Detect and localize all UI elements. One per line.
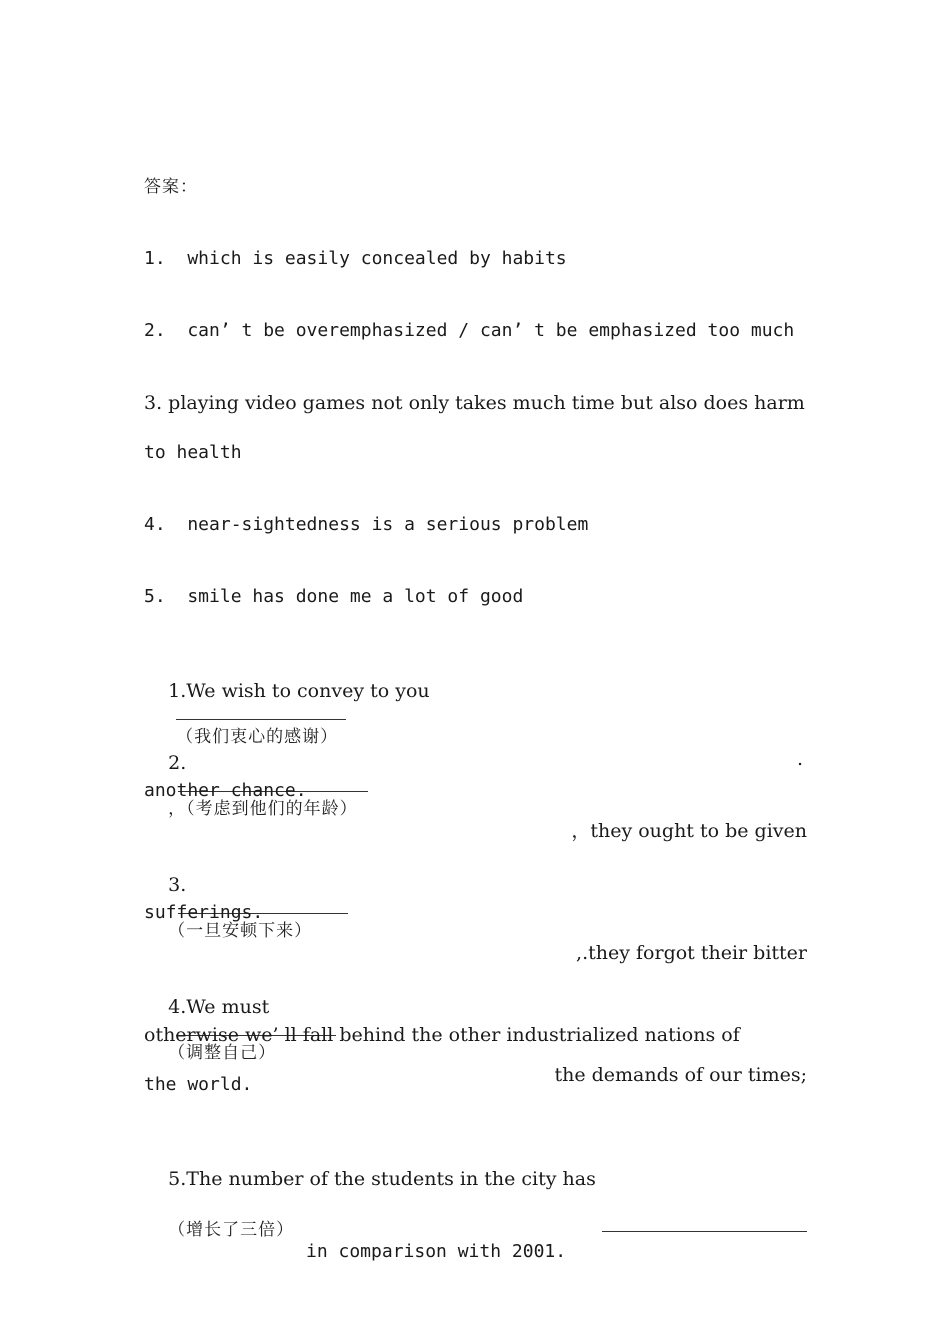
exercise-continuation: sufferings. (144, 902, 264, 923)
exercise-continuation: the world. (144, 1074, 253, 1095)
answer-text: 3. playing video games not only takes much time but also does harm (144, 392, 805, 414)
exercise-5-cont (144, 1196, 807, 1285)
answer-line: to health (144, 442, 242, 463)
exercise-suffix: ，they ought to be given (571, 820, 807, 842)
exercise-hint: ，（考虑到他们的年龄） (168, 799, 358, 819)
exercise-suffix: ,.they forgot their bitter (576, 942, 807, 964)
answer-line (144, 392, 807, 414)
exercise-prefix: 4.We must (168, 996, 270, 1018)
exercise-prefix: 1.We wish to convey to you (168, 680, 430, 702)
answer-line: 2. can’ t be overemphasized / can’ t be emphasized too much (144, 320, 795, 341)
answer-line: 4. near-sightedness is a serious problem (144, 514, 589, 535)
exercise-prefix: 3. (168, 874, 187, 896)
exercise-continuation (144, 1024, 807, 1046)
exercise-hint: （一旦安顿下来） (168, 921, 313, 941)
answer-line: 1. which is easily concealed by habits (144, 248, 567, 269)
exercise-hint: （我们衷心的感谢） (176, 727, 339, 747)
exercise-suffix: . (796, 748, 803, 770)
exercise-continuation-text: otherwise we’ ll fall behind the other industrialized nations of (144, 1024, 740, 1046)
exercise-suffix: the demands of our times; (554, 1064, 807, 1086)
exercise-prefix: 5.The number of the students in the city has (168, 1168, 596, 1190)
answer-line: 5. smile has done me a lot of good (144, 586, 524, 607)
exercise-continuation: another chance. (144, 780, 307, 801)
exercise-prefix: 2. (168, 752, 187, 774)
exercise-hint: （调整自己） (168, 1043, 277, 1063)
exercise-suffix: in comparison with 2001. (306, 1241, 567, 1262)
answer-blank[interactable] (176, 702, 346, 720)
exercise-hint: （增长了三倍） (168, 1220, 295, 1240)
answers-heading: 答案： (144, 177, 198, 197)
